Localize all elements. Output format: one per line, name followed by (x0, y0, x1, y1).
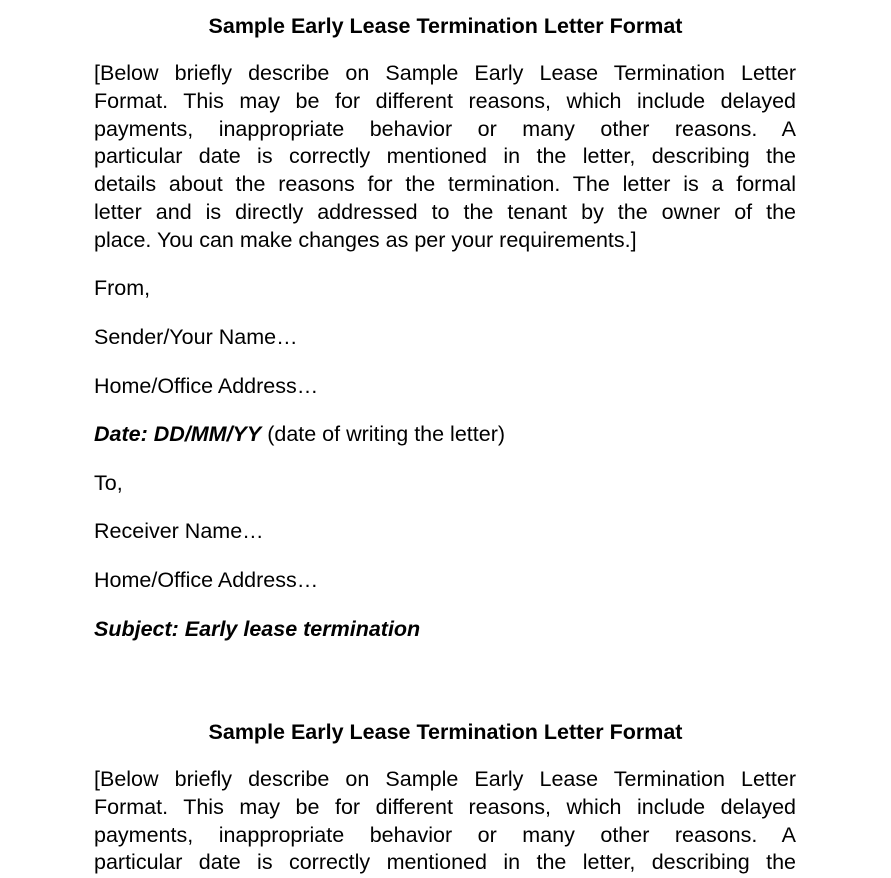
receiver-name: Receiver Name… (94, 519, 264, 543)
date-label: Date: DD/MM/YY (94, 422, 262, 446)
intro-line: particular date is correctly mentioned in the letter, describing the (94, 144, 796, 169)
document-title-repeat: Sample Early Lease Termination Letter Format (208, 720, 683, 744)
intro-line: [Below briefly describe on Sample Early Lease Termination Letter (94, 61, 796, 85)
sender-name: Sender/Your Name… (94, 325, 298, 349)
subject-line: Subject: Early lease termination (94, 617, 421, 641)
date-line (94, 421, 505, 447)
sender-address: Home/Office Address… (94, 374, 319, 398)
intro-line: Format. This may be for different reasons, which include delayed (94, 88, 796, 113)
intro-line: letter and is directly addressed to the tenant by the owner of the (94, 199, 796, 224)
to-label: To, (94, 471, 123, 495)
intro-paragraph (94, 60, 796, 255)
intro-line: Format. This may be for different reasons, which include delayed (94, 794, 796, 819)
date-note: (date of writing the letter) (261, 422, 506, 446)
intro-line: details about the reasons for the termination. The letter is a formal (94, 172, 796, 197)
intro-line: place. You can make changes as per your requirements.] (94, 227, 637, 252)
document-title: Sample Early Lease Termination Letter Format (208, 14, 683, 38)
intro-paragraph-repeat (94, 766, 796, 877)
intro-line: payments, inappropriate behavior or many other reasons. A (94, 822, 796, 847)
intro-line: [Below briefly describe on Sample Early Lease Termination Letter (94, 767, 796, 791)
intro-line: particular date is correctly mentioned in the letter, describing the (94, 850, 796, 875)
intro-line: payments, inappropriate behavior or many other reasons. A (94, 116, 796, 141)
receiver-address: Home/Office Address… (94, 568, 319, 592)
from-label: From, (94, 276, 151, 300)
